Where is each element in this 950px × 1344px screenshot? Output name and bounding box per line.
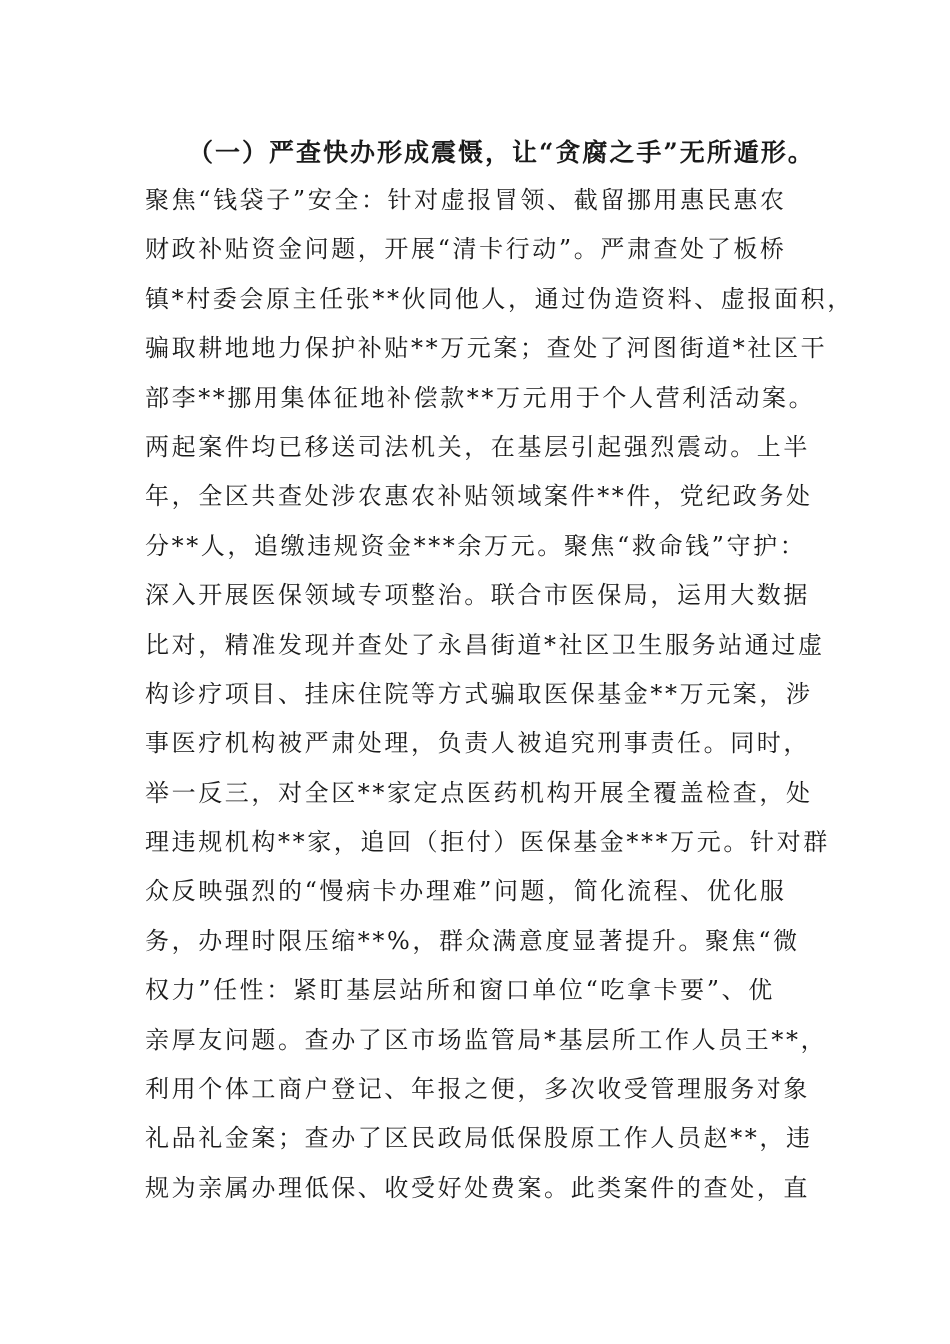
text-line: 两起案件均已移送司法机关，在基层引起强烈震动。上半 bbox=[145, 432, 810, 461]
text-line: 理违规机构**家，追回（拒付）医保基金***万元。针对群 bbox=[145, 828, 830, 857]
text-line: 务，办理时限压缩**%，群众满意度显著提升。聚焦“微 bbox=[145, 926, 800, 955]
text-line: 举一反三，对全区**家定点医药机构开展全覆盖检查，处 bbox=[145, 778, 813, 807]
text-line: 镇*村委会原主任张**伙同他人，通过伪造资料、虚报面积， bbox=[145, 284, 854, 313]
text-line: 深入开展医保领域专项整治。联合市医保局，运用大数据 bbox=[145, 581, 810, 610]
text-line: 利用个体工商户登记、年报之便，多次收受管理服务对象 bbox=[145, 1075, 810, 1104]
text-line: 礼品礼金案；查办了区民政局低保股原工作人员赵**，违 bbox=[145, 1124, 813, 1153]
text-line: 比对，精准发现并查处了永昌街道*社区卫生服务站通过虚 bbox=[145, 630, 825, 659]
text-line: 众反映强烈的“慢病卡办理难”问题，简化流程、优化服 bbox=[145, 877, 787, 906]
text-line: 亲厚友问题。查办了区市场监管局*基层所工作人员王**， bbox=[145, 1025, 828, 1054]
text-line: 聚焦“钱袋子”安全：针对虚报冒领、截留挪用惠民惠农 bbox=[145, 186, 787, 214]
text-line: 年，全区共查处涉农惠农补贴领域案件**件，党纪政务处 bbox=[145, 482, 813, 511]
text-line: 财政补贴资金问题，开展“清卡行动”。严肃查处了板桥 bbox=[145, 235, 787, 264]
section-heading: （一）严查快办形成震慑，让“贪腐之手”无所遁形。 bbox=[188, 138, 815, 167]
text-line: 分**人，追缴违规资金***余万元。聚焦“救命钱”守护： bbox=[145, 531, 807, 560]
text-line: 权力”任性：紧盯基层站所和窗口单位“吃拿卡要”、优 bbox=[145, 976, 775, 1005]
text-line: 构诊疗项目、挂床住院等方式骗取医保基金**万元案，涉 bbox=[145, 679, 813, 708]
body-text bbox=[145, 180, 854, 1217]
text-line: 规为亲属办理低保、收受好处费案。此类案件的查处，直 bbox=[145, 1173, 810, 1202]
text-line: 部李**挪用集体征地补偿款**万元用于个人营利活动案。 bbox=[145, 383, 816, 412]
text-line: 事医疗机构被严肃处理，负责人被追究刑事责任。同时， bbox=[145, 729, 810, 758]
text-line: 骗取耕地地力保护补贴**万元案；查处了河图街道*社区干 bbox=[145, 334, 828, 363]
